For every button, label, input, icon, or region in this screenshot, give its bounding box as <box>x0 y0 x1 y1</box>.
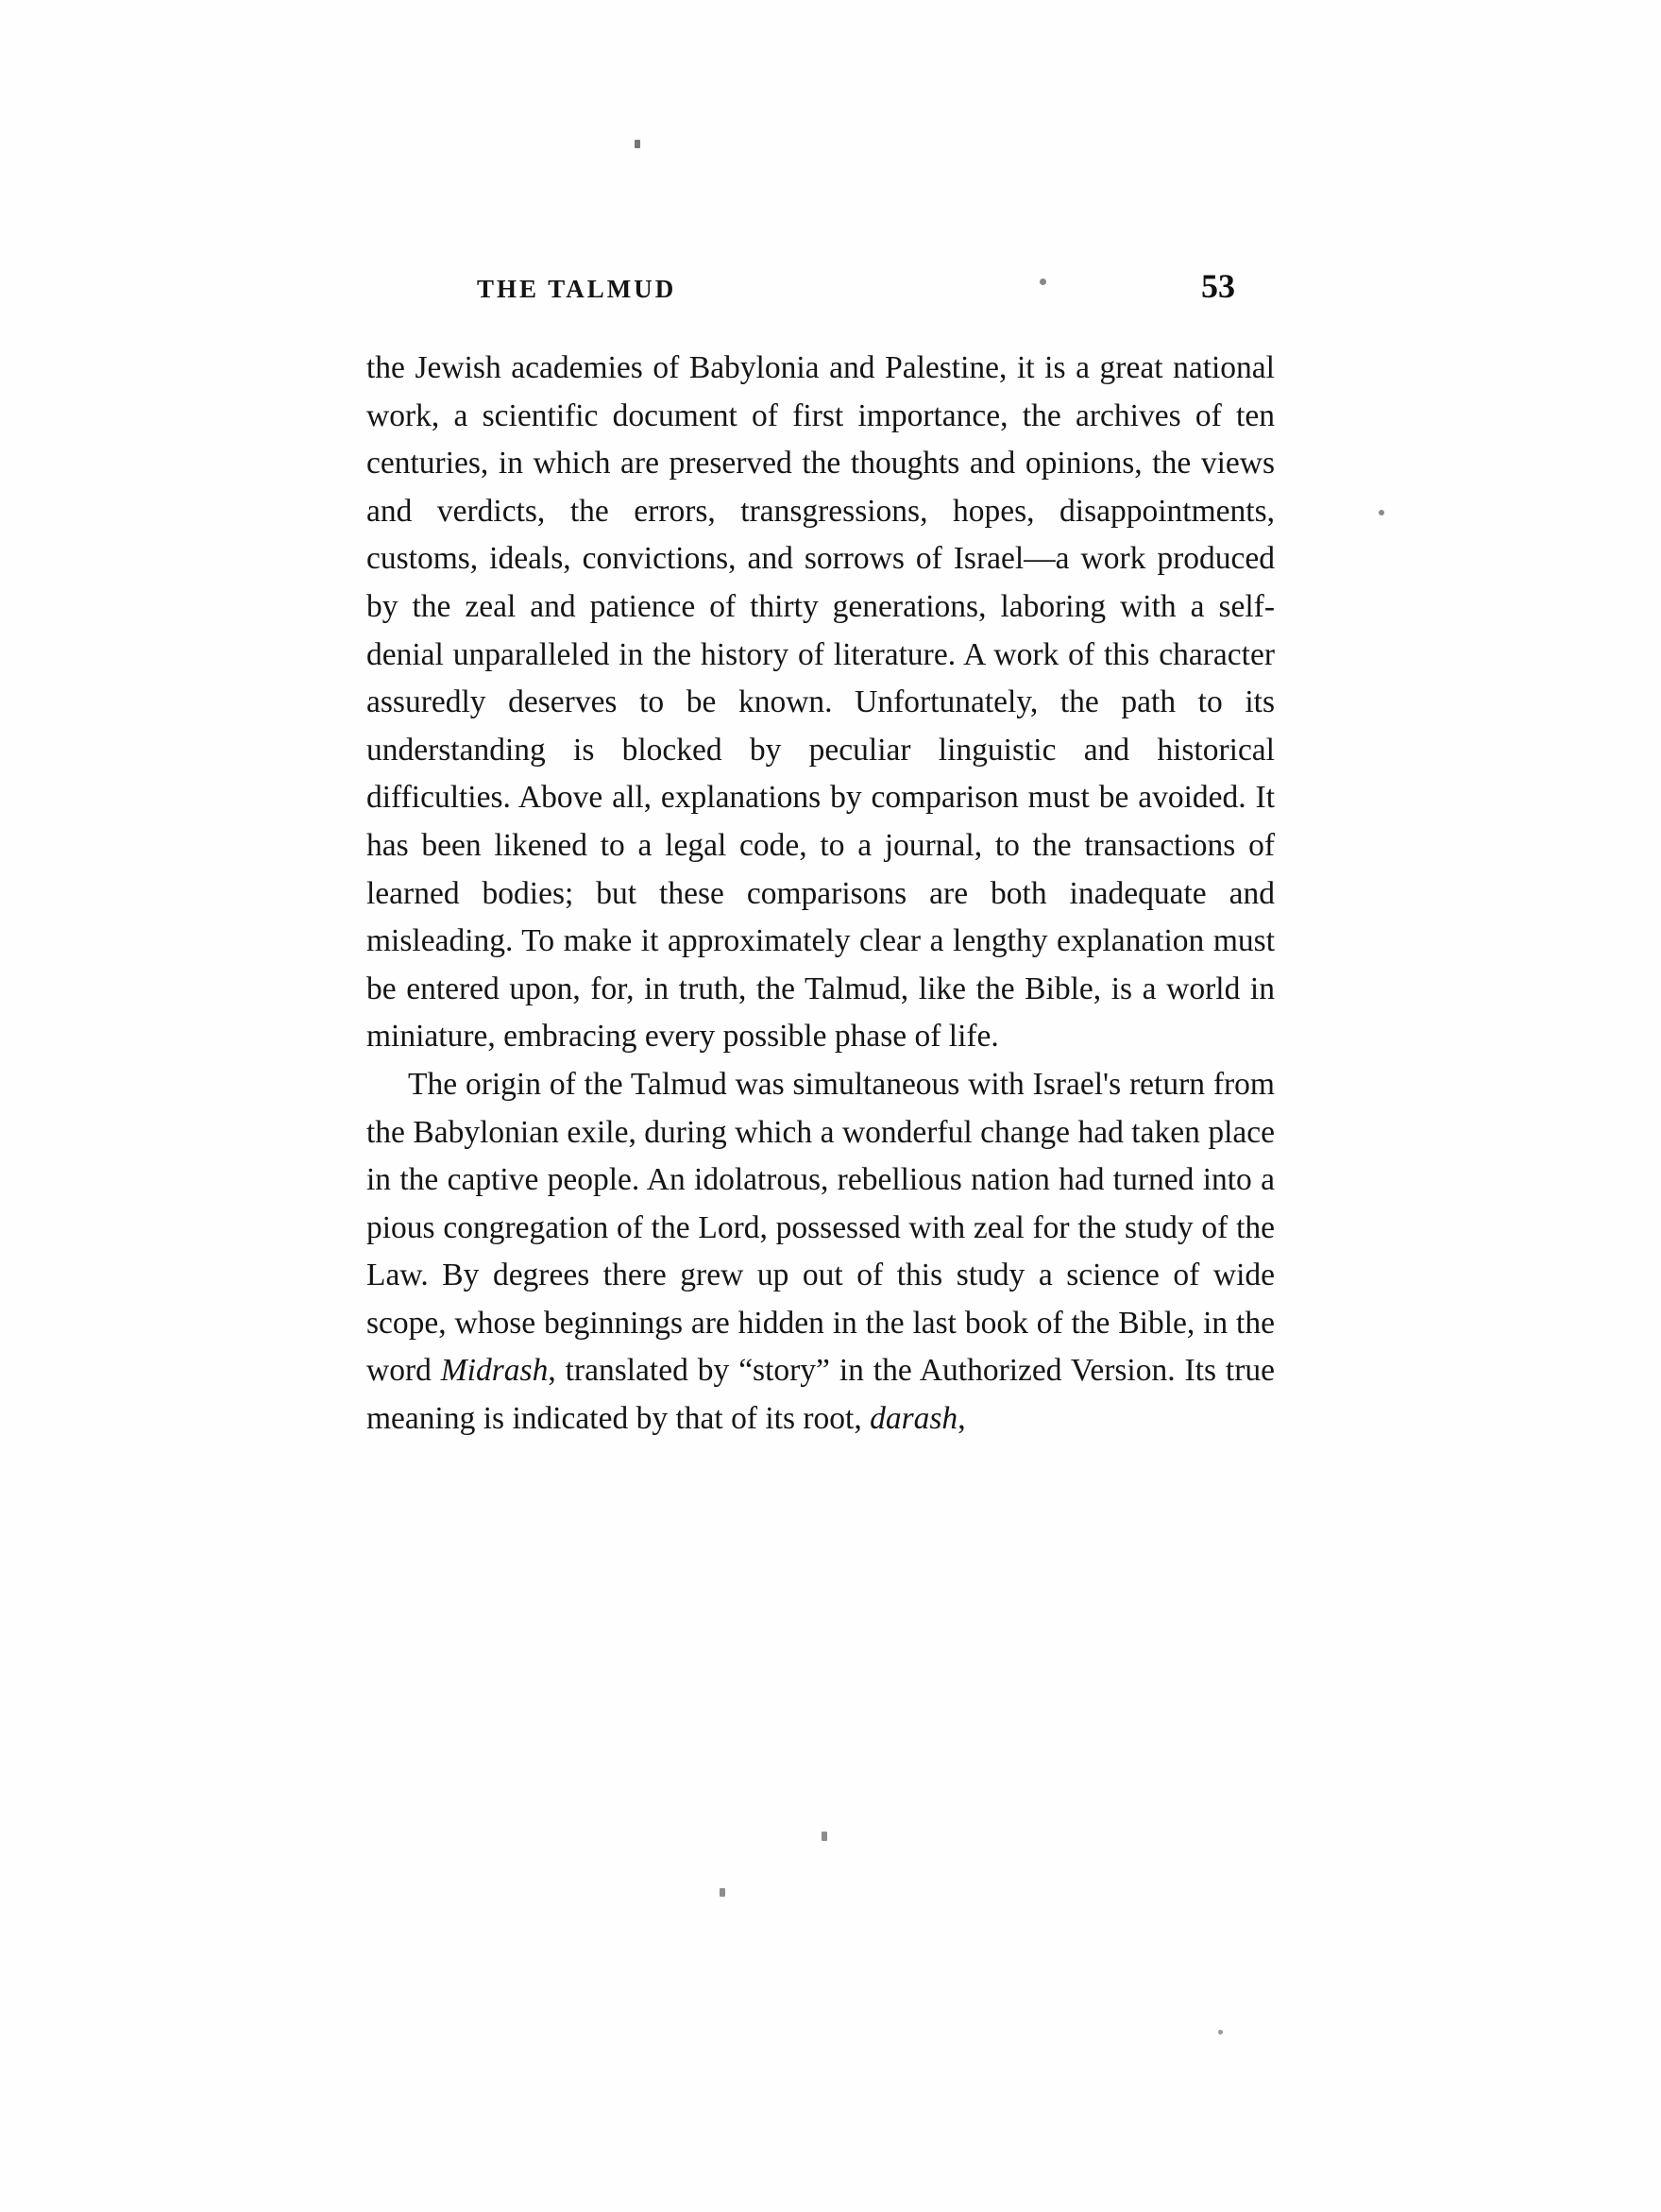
paragraph: The origin of the Talmud was simultaneous with Israel's return from the Babylonian exile, during which a wonderful change had taken place in the captive people. An idolatrous, rebellious nation had turned into a pious congregation of the Lord, possessed with zeal for the study of the Law. By degrees there grew up out of this study a science of wide scope, whose beginnings are hidden in the last book of the Bible, in the word Midrash, translated by “story” in the Authorized Version. Its true meaning is indicated by that of its root, darash, <box>366 1066 1275 1437</box>
print-speck <box>720 1888 725 1897</box>
print-speck <box>635 140 640 148</box>
print-speck <box>1218 2030 1223 2035</box>
body-text <box>366 345 1275 1444</box>
print-speck <box>822 1832 827 1841</box>
print-speck <box>1040 279 1046 285</box>
print-speck <box>1379 510 1384 515</box>
paragraph: the Jewish academies of Babylonia and Palestine, it is a great national work, a scientific document of first importance, the archives of ten centuries, in which are preserved the thoughts and opinions, the views and verdicts, the errors, transgressions, hopes, disappointments, customs, ideals, convictions, and sorrows of Israel—a work produced by the zeal and patience of thirty generations, laboring with a self-denial unparalleled in the history of literature. A work of this character assuredly deserves to be known. Unfortunately, the path to its understanding is blocked by peculiar linguistic and historical difficulties. Above all, explanations by comparison must be avoided. It has been likened to a legal code, to a journal, to the transactions of learned bodies; but these comparisons are both inadequate and misleading. To make it approximately clear a lengthy explanation must be entered upon, for, in truth, the Talmud, like the Bible, is a world in miniature, embracing every possible phase of life. <box>366 350 1275 1055</box>
running-title: THE TALMUD <box>477 275 677 303</box>
page-header <box>368 266 1256 312</box>
page-number: 53 <box>1201 267 1235 305</box>
